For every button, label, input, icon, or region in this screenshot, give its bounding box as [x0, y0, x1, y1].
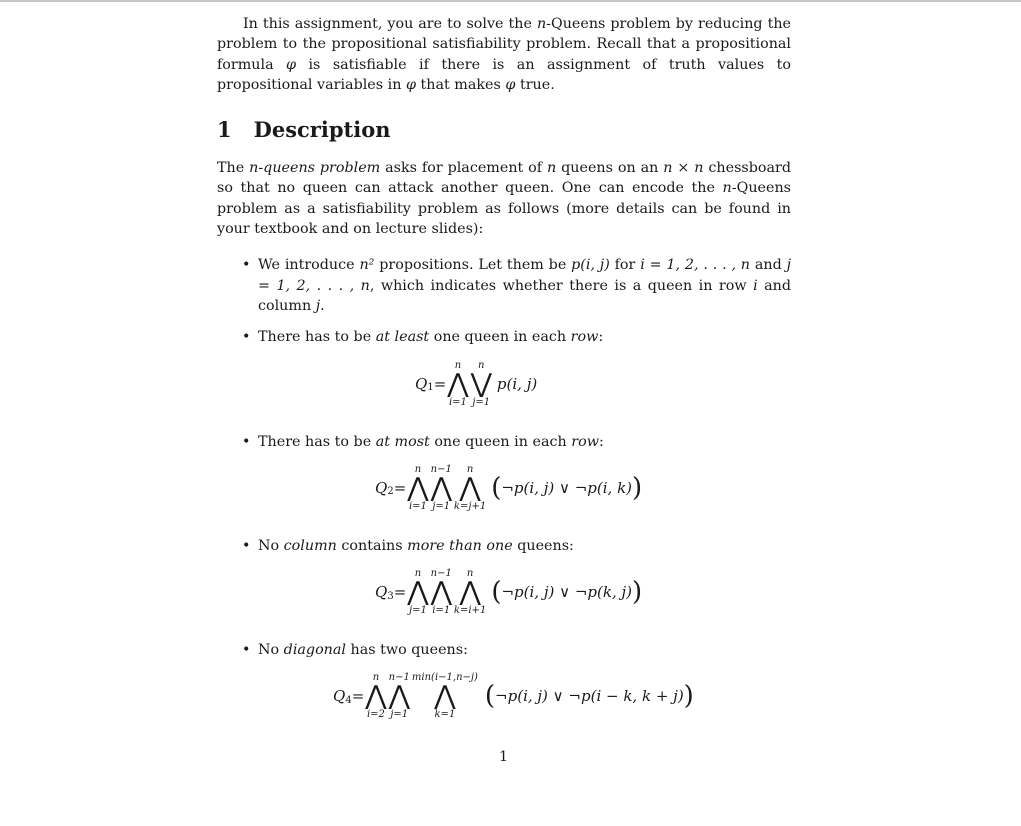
description-paragraph: The n-queens problem asks for placement of n queens on an n × n chessboard so that no queen can attack another queen. One can encode the n-Queens problem as a satisfiability problem as follows (more details can be found in your textbook and on lecture slides):: [217, 160, 792, 238]
list-item-at-most: • There has to be at most one queen in each row:: [242, 433, 604, 450]
equation-q3: Q 3 = n ⋀ j=1 n−1 ⋀ i=1 n ⋀ k=i+1 ( ¬p(i, j) ∨ ¬p(k, j) ): [375, 568, 643, 617]
bullet-list-3: [217, 536, 791, 556]
section-number: 1: [217, 117, 232, 143]
document-page: [217, 14, 791, 730]
equation-q1: Q 1 = n ⋀ i=1 n ⋁ j=1 p(i, j): [415, 359, 538, 408]
bullet-list-2: [217, 432, 791, 452]
list-item-column: • No column contains more than one queens:: [242, 537, 574, 554]
equation-q4: Q 4 = n ⋀ i=2 n−1 ⋀ j=1 min(i−1,n−j) ⋀ k=1 ( ¬p(i, j) ∨ ¬p(i − k, k + j) ): [333, 672, 694, 721]
bullet-list: [217, 255, 791, 347]
bullet-list-4: [217, 640, 791, 660]
section-title: Description: [253, 117, 391, 143]
list-item-diagonal: • No diagonal has two queens:: [242, 642, 468, 659]
list-item-propositions: • We introduce n² propositions. Let them be p(i, j) for i = 1, 2, . . . , n and j = 1, 2, . . . , n, which indicates whether there is a queen in row i and column j.: [242, 257, 792, 314]
intro-paragraph: In this assignment, you are to solve the n-Queens problem by reducing the problem to the propositional satisfiability problem. Recall that a propositional formula φ is satisfiable if there is an assignment of truth values to propositional variables in φ that makes φ true.: [217, 16, 791, 93]
list-item-at-least: • There has to be at least one queen in each row:: [242, 329, 604, 346]
page-number: 1: [499, 749, 509, 765]
section-heading: [217, 117, 791, 142]
page-top-border: [0, 0, 1021, 2]
equation-q2: Q 2 = n ⋀ i=1 n−1 ⋀ j=1 n ⋀ k=j+1 ( ¬p(i, j) ∨ ¬p(i, k) ): [375, 463, 643, 512]
